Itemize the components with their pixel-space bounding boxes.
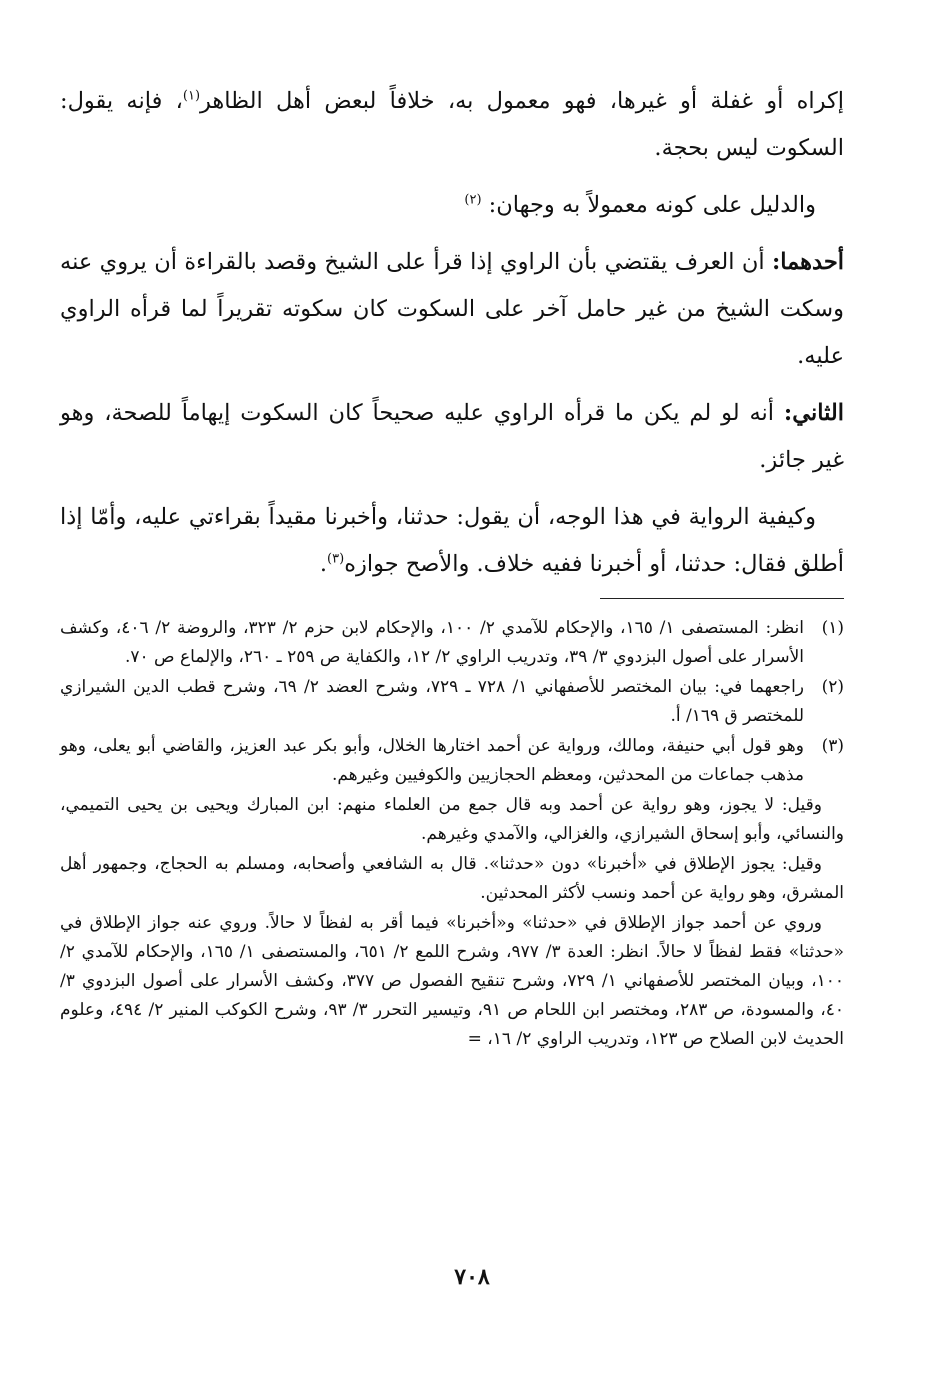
- footnote-3: [60, 732, 844, 790]
- footnote-2: [60, 673, 844, 731]
- footnote-1: [60, 614, 844, 672]
- paragraph-1: [60, 78, 844, 172]
- footnote-3-number: (٣): [821, 736, 844, 756]
- footnote-3-continuation-1: وقيل: لا يجوز، وهو رواية عن أحمد وبه قال جمع من العلماء منهم: ابن المبارك ويحيى بن يحيى التميمي، والنسائي، وأبو إسحاق الشيرازي، والغزالي، والآمدي وغيرهم.: [60, 795, 844, 844]
- footnotes: [60, 614, 844, 1055]
- main-text: [60, 78, 844, 598]
- paragraph-5-text: وكيفية الرواية في هذا الوجه، أن يقول: حدثنا، وأخبرنا مقيداً بقراءتي عليه، وأمّا إذا أطلق فقال: حدثنا، أو أخبرنا ففيه خلاف. والأصح جوازه: [60, 504, 844, 577]
- footnote-2-number: (٢): [821, 677, 844, 697]
- paragraph-3-text: أن العرف يقتضي بأن الراوي إذا قرأ على الشيخ وقصد بالقراءة أن يروي عنه وسكت الشيخ من غير حامل آخر على السكوت كان سكوته تقريراً لما قرأه الراوي عليه.: [60, 249, 844, 369]
- footnote-2-text: راجعهما في: بيان المختصر للأصفهاني ١/ ٧٢٨ ـ ٧٢٩، وشرح العضد ٢/ ٦٩، وشرح قطب الدين الشيرازي للمختصر ق ١٦٩/ أ.: [60, 677, 804, 726]
- footnote-ref-3[interactable]: (٣): [327, 551, 345, 567]
- paragraph-4-lead: الثاني:: [783, 400, 844, 426]
- footnote-3-continuation-2: وقيل: يجوز الإطلاق في «أخبرنا» دون «حدثنا». قال به الشافعي وأصحابه، ومسلم به الحجاج، وجمهور أهل المشرق، وهو رواية عن أحمد ونسب لأكثر المحدثين.: [60, 854, 844, 903]
- paragraph-1-tail: ، فإنه يقول: السكوت ليس بحجة.: [60, 88, 844, 161]
- paragraph-3-lead: أحدهما:: [771, 249, 844, 275]
- paragraph-5: [60, 494, 844, 588]
- paragraph-2-text: والدليل على كونه معمولاً به وجهان:: [481, 192, 816, 218]
- footnote-separator: [600, 598, 844, 599]
- footnote-3-text: وهو قول أبي حنيفة، ومالك، ورواية عن أحمد اختارها الخلال، وأبو بكر عبد العزيز، والقاضي أبو يعلى، وهو مذهب جماعات من المحدثين، ومعظم الحجازيين والكوفيين وغيرهم.: [60, 736, 804, 785]
- footnote-ref-1[interactable]: (١): [182, 88, 201, 104]
- footnote-3-continuation-3: وروي عن أحمد جواز الإطلاق في «حدثنا» و«أخبرنا» فيما أقر به لفظاً لا حالاً. وروي عنه جواز الإطلاق في «حدثنا» فقط لفظاً لا حالاً. انظر: العدة ٣/ ٩٧٧، وشرح اللمع ٢/ ٦٥١، والمستصفى ١/ ١٦٥، والإحكام للآمدي ٢/ ١٠٠، وبيان المختصر للأصفهاني ١/ ٧٢٩، وشرح تنقيح الفصول ص ٣٧٧، وكشف الأسرار على أصول البزدوي ٣/ ٤٠، والمسودة، ص ٢٨٣، ومختصر ابن اللحام ص ٩١، وتيسير التحرر ٣/ ٩٣، وشرح الكوكب المنير ٢/ ٤٩٤، وعلوم الحديث لابن الصلاح ص ١٢٣، وتدريب الراوي ٢/ ١٦، =: [60, 913, 845, 1049]
- footnote-ref-2[interactable]: (٢): [464, 192, 482, 208]
- page-number: ٧٠٨: [454, 1264, 490, 1290]
- footnote-1-number: (١): [821, 618, 844, 638]
- paragraph-4: [60, 390, 844, 484]
- paragraph-3: [60, 239, 844, 380]
- paragraph-1-text: إكراه أو غفلة أو غيرها، فهو معمول به، خلافاً لبعض أهل الظاهر: [200, 88, 844, 114]
- paragraph-5-tail: .: [319, 551, 328, 577]
- paragraph-4-text: أنه لو لم يكن ما قرأه الراوي عليه صحيحاً كان السكوت إيهاماً للصحة، وهو غير جائز.: [60, 400, 844, 473]
- footnote-1-text: انظر: المستصفى ١/ ١٦٥، والإحكام للآمدي ٢/ ١٠٠، والإحكام لابن حزم ٢/ ٣٢٣، والروضة ٢/ ٤٠٦، وكشف الأسرار على أصول البزدوي ٣/ ٣٩، وتدريب الراوي ٢/ ١٢، والكفاية ص ٢٥٩ ـ ٢٦٠، والإلماع ص ٧٠.: [60, 618, 805, 667]
- paragraph-2: [60, 182, 844, 229]
